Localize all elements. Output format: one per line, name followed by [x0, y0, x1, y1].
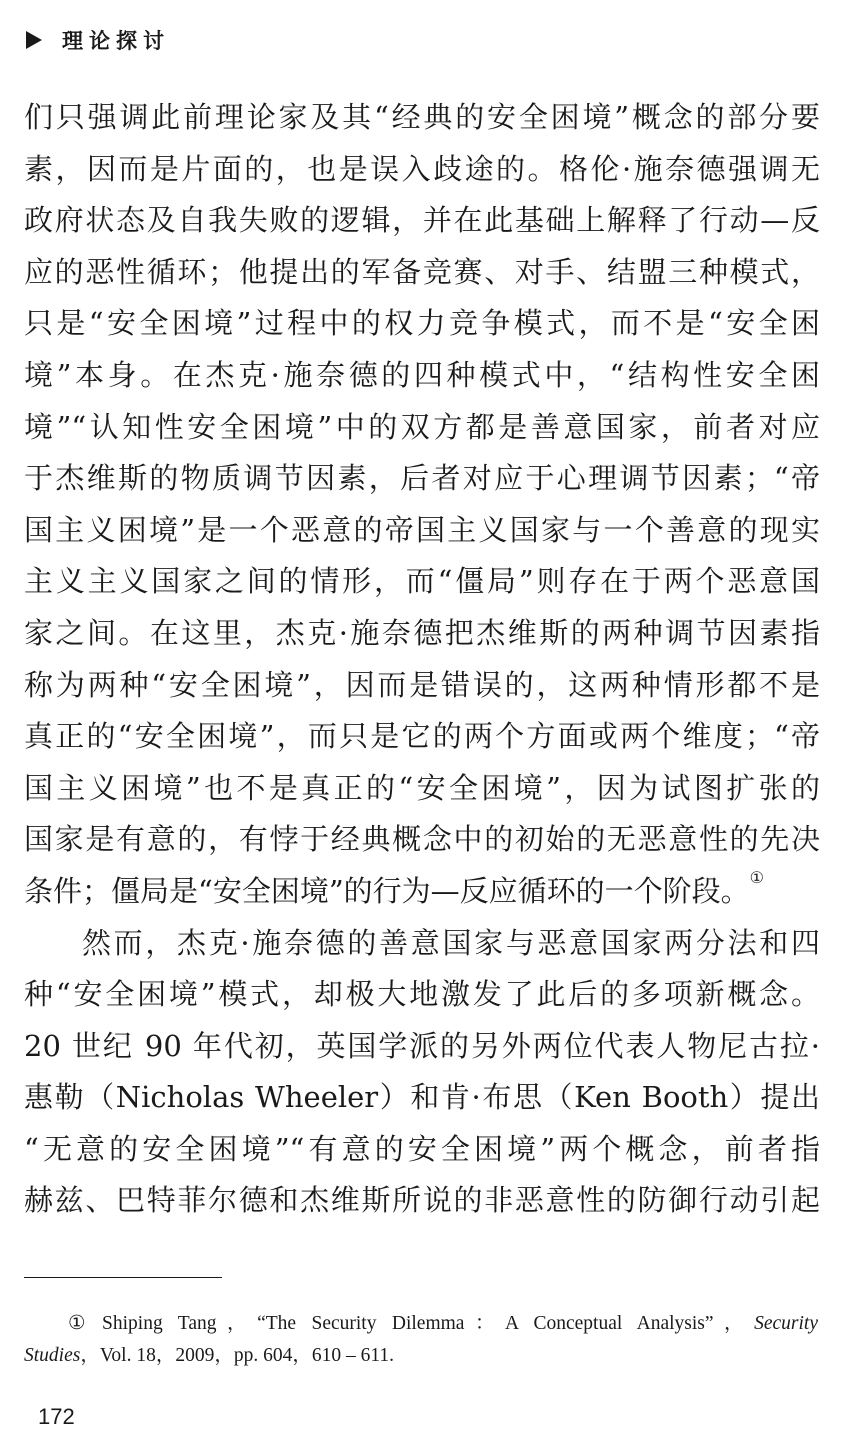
text-line: 国主义困境”也不是真正的“安全困境”，因为试图扩张的	[24, 770, 820, 805]
paragraph-first-line: 然而，杰克·施奈德的善意国家与恶意国家两分法和四	[82, 925, 820, 960]
text-line: 只是“安全困境”过程中的权力竞争模式，而不是“安全困	[24, 306, 820, 341]
footnote-journal-part1: Security	[754, 1313, 818, 1334]
text-line: 主义主义国家之间的情形，而“僵局”则存在于两个恶意国	[24, 564, 820, 599]
triangle-marker-icon	[26, 31, 42, 49]
text-line: 真正的“安全困境”，而只是它的两个方面或两个维度；“帝	[24, 719, 820, 754]
text-line: 家之间。在这里，杰克·施奈德把杰维斯的两种调节因素指	[24, 615, 820, 650]
text-line: 素，因而是片面的，也是误入歧途的。格伦·施奈德强调无	[24, 151, 820, 186]
text-line: 于杰维斯的物质调节因素，后者对应于心理调节因素；“帝	[24, 461, 820, 496]
text-line: 称为两种“安全困境”，因而是错误的，这两种情形都不是	[24, 667, 820, 702]
text-line: 政府状态及自我失败的逻辑，并在此基础上解释了行动—反	[24, 203, 820, 238]
footnote-line	[24, 1340, 818, 1372]
text-line: 国家是有意的，有悖于经典概念中的初始的无恶意性的先决	[24, 822, 820, 857]
footnote-reference[interactable]: ①	[749, 867, 764, 887]
footnote-citation: Shiping Tang，“The Security Dilemma：A Conceptual Analysis”，	[102, 1313, 755, 1334]
page-number: 172	[38, 1404, 75, 1429]
text-line: 赫兹、巴特菲尔德和杰维斯所说的非恶意性的防御行动引起	[24, 1183, 820, 1218]
footnote-marker: ①	[68, 1313, 97, 1334]
text-line: 20 世纪 90 年代初，英国学派的另外两位代表人物尼古拉·	[24, 1028, 820, 1063]
footnote-line	[24, 1308, 818, 1340]
section-title: 理论探讨	[62, 29, 170, 53]
text-line: 境”本身。在杰克·施奈德的四种模式中，“结构性安全困	[24, 357, 820, 392]
text-line: 们只强调此前理论家及其“经典的安全困境”概念的部分要	[24, 100, 820, 134]
text-line: 国主义困境”是一个恶意的帝国主义国家与一个善意的现实	[24, 512, 820, 547]
footnote	[24, 1308, 818, 1372]
text-line: 应的恶性循环；他提出的军备竞赛、对手、结盟三种模式，	[24, 254, 820, 289]
text-line: 境”“认知性安全困境”中的双方都是善意国家，前者对应	[24, 409, 820, 444]
body-text	[24, 92, 820, 1227]
text-line: 惠勒（Nicholas Wheeler）和肯·布思（Ken Booth）提出	[24, 1080, 820, 1115]
footnote-divider	[24, 1277, 222, 1278]
footnote-details: ，Vol. 18，2009，pp. 604，610 – 611.	[80, 1345, 394, 1366]
text-line: 种“安全困境”模式，却极大地激发了此后的多项新概念。	[24, 977, 820, 1012]
text-line: “无意的安全困境”“有意的安全困境”两个概念，前者指	[24, 1131, 820, 1166]
footnote-journal-part2: Studies	[24, 1345, 81, 1366]
running-header	[26, 22, 170, 58]
text-line: 条件；僵局是“安全困境”的行为—反应循环的一个阶段。	[24, 873, 750, 908]
text-line-with-footnote-ref	[24, 866, 820, 918]
